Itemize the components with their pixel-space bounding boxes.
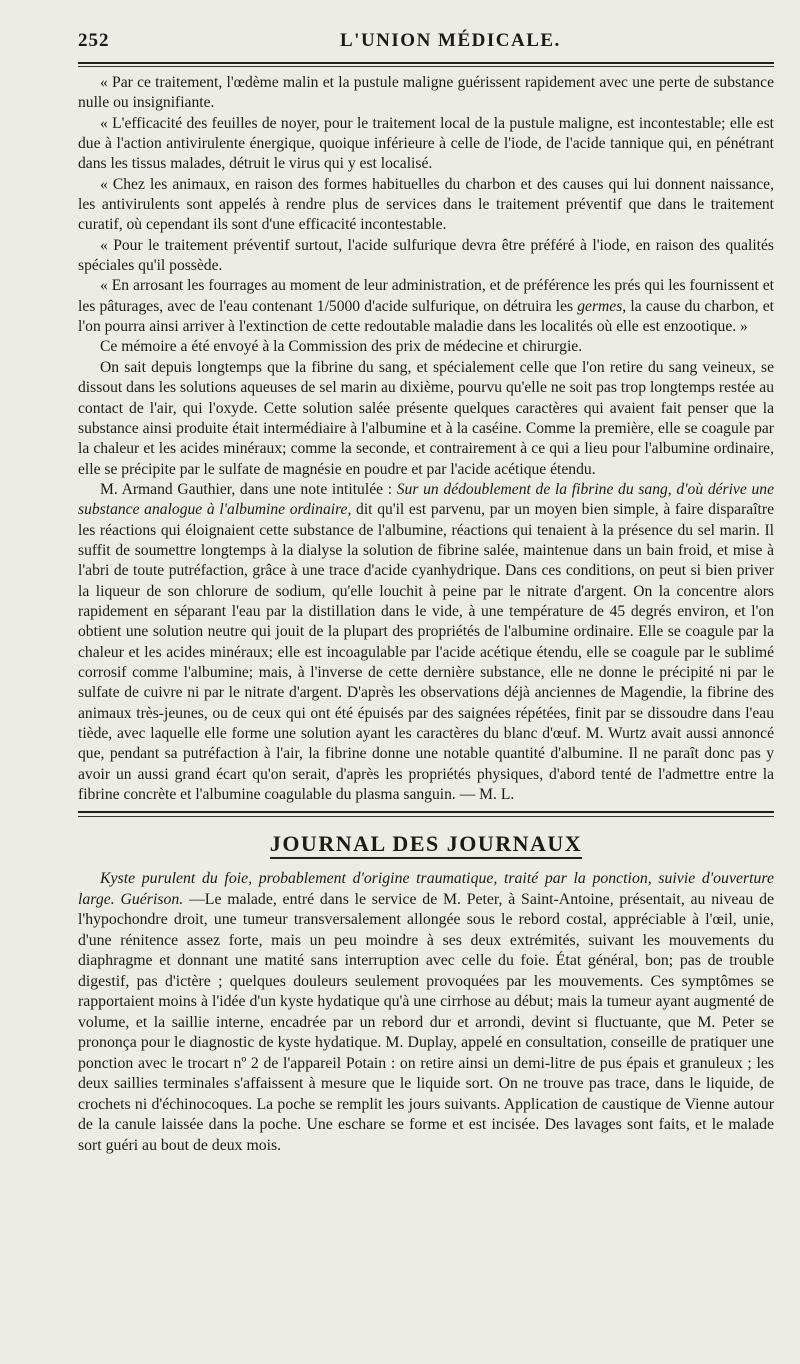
section-rule <box>78 811 774 813</box>
section-rule-thin <box>78 816 774 817</box>
case-title: Kyste purulent du foie, probablement d'origine traumatique, traité par la ponction, suivie d'ouverture large. Guérison. <box>78 870 774 908</box>
note-title: Sur un dédoublement de la fibrine du sang, d'où dérive une substance analogue à l'albumine ordinaire <box>78 480 774 519</box>
page-number: 252 <box>78 30 110 51</box>
paragraph: On sait depuis longtemps que la fibrine du sang, et spécialement celle que l'on retire du sang veineux, se dissout dans les solutions aqueuses de sel marin au dixième, pourvu qu'elle ne soit pas trop longtemps restée au contact de l'air, qui l'oxyde. Cette solution salée présente quelques caractères qui avaient fait penser que la substance ainsi produite était intermédiaire à l'albumine et à la caséine. Comme la première, elle se coagule par la chaleur et les acides minéraux; comme la seconde, et contrairement à ce qui a lieu pour l'albumine ordinaire, elle se précipite par le sulfate de magnésie en poudre et par l'acide acétique étendu. <box>78 358 774 478</box>
text-run: —Le malade, entré dans le service de M. Peter, à Saint-Antoine, présentait, au niveau de l'hypochondre droit, une tumeur transversalement allongée sous le rebord costal, appréciable à l'œil, unie, d'une rénitence assez forte, mais un peu moindre à ses deux extrémités, suivant les mouvements du diaphragme et donnant une matité sans interruption avec celle du foie. État général, bon; pas de trouble digestif, pas d'ictère ; quelques douleurs seulement provoquées par les mouvements. Ces symptômes se rapportaient moins à l'idée d'un kyste hydatique qu'à une cirrhose au début; mais la tumeur ayant augmenté de volume, et la saillie interne, encadrée par un rebord dur et arrondi, devint si fluctuante, que M. Peter se prononça pour le diagnostic de kyste hydatique. M. Duplay, appelé en consultation, conseille de pratiquer une ponction avec le trocart nº 2 de l'appareil Potain : on retire ainsi un demi-litre de pus épais et granuleux ; les deux saillies terminales s'affaissent à mesure que le liquide sort. On ne trouve pas trace, dans le liquide, de crochets ni d'échinocoques. La poche se remplit les jours suivants. Application de caustique de Vienne autour de la canule laissée dans la poche. Une eschare se forme et est incisée. Des lavages sont faits, et le malade sort guéri au bout de deux mois. <box>78 890 774 1154</box>
section-title-text: JOURNAL DES JOURNAUX <box>270 831 582 859</box>
journal-body <box>78 869 774 1156</box>
running-header <box>78 24 774 58</box>
section-title <box>78 831 774 857</box>
text-run: , la cause du charbon, et l'on pourra ainsi arriver à l'extinction de cette redoutable maladie dans les localités où elle est enzootique. » <box>78 297 774 336</box>
text-run: « En arrosant les fourrages au moment de leur administration, et de préférence les prés qui les fournissent et les pâturages, avec de l'eau contenant 1/5000 d'acide sulfurique, on détruira les <box>78 277 774 315</box>
running-title: L'UNION MÉDICALE. <box>340 30 561 51</box>
header-rule-thin <box>78 66 774 67</box>
text-run: , dit qu'il est parvenu, par un moyen bien simple, à faire disparaître les réactions qui éloignaient cette substance de l'albumine, réactions qui tenaient à la présence du sel marin. Il suffit de soumettre longtemps à la dialyse la solution de fibrine salée, maintenue dans un bain froid, et mise à l'abri de toute putréfaction, grâce à une trace d'acide cyanhydrique. Dans ces conditions, on peut si bien priver la liqueur de son chlorure de sodium, qu'elle louchit à peine par le nitrate d'argent. On la concentre alors rapidement en séparant l'eau par la distillation dans le vide, à une température de 45 degrés environ, et l'on obtient une solution neutre qui jouit de la plupart des propriétés de l'albumine ordinaire. Elle se coagule par la chaleur et les acides minéraux; elle est incoagulable par l'acide acétique étendu, elle se coagule par le sublimé corrosif comme l'albumine; mais, à l'inverse de cette dernière substance, elle ne donne le précipité ni par le sulfate de cuivre ni par le nitrate d'argent. D'après les observations déjà anciennes de Magendie, la fibrine des animaux très-jeunes, ou de ceux qui ont été épuisés par des saignées répétées, finit par se dissoudre dans l'eau tiède, avec laquelle elle forme une solution ayant les caractères du blanc d'œuf. M. Wurtz avait aussi annoncé que, pendant sa putréfaction à l'air, la fibrine donne une notable quantité d'albumine. Il ne paraît donc pas y avoir un aussi grand écart qu'on serait, d'après les propriétés physiques, d'abord tenté de l'admettre entre la fibrine concrète et l'albumine coagulable du plasma sanguin. — M. L. <box>78 501 774 804</box>
text-run: M. Armand Gauthier, dans une note intitulée : <box>100 480 397 498</box>
header-rule <box>78 62 774 64</box>
paragraph <box>78 276 774 337</box>
paragraph: « Par ce traitement, l'œdème malin et la pustule maligne guérissent rapidement avec une perte de substance nulle ou insignifiante. <box>78 74 774 112</box>
article-body <box>78 73 774 805</box>
paragraph: « Chez les animaux, en raison des formes habituelles du charbon et des causes qui lui donnent naissance, les antivirulents sont appelés à rendre plus de services dans le traitement préventif que dans le traitement curatif, où cependant ils sont d'une efficacité incontestable. <box>78 175 774 234</box>
paragraph: « L'efficacité des feuilles de noyer, pour le traitement local de la pustule maligne, est incontestable; elle est due à l'action antivirulente énergique, quoique inférieure à celle de l'iode, de l'acide tannique qui, en pénétrant dans les tissus malades, détruit le virus qui y est localisé. <box>78 114 774 173</box>
paragraph: « Pour le traitement préventif surtout, l'acide sulfurique devra être préféré à l'iode, en raison des qualités spéciales qu'il possède. <box>78 236 774 275</box>
paragraph: Ce mémoire a été envoyé à la Commission des prix de médecine et chirurgie. <box>100 338 583 356</box>
paragraph <box>78 869 774 1156</box>
paragraph <box>78 480 774 806</box>
italic-term: germes <box>577 297 623 315</box>
